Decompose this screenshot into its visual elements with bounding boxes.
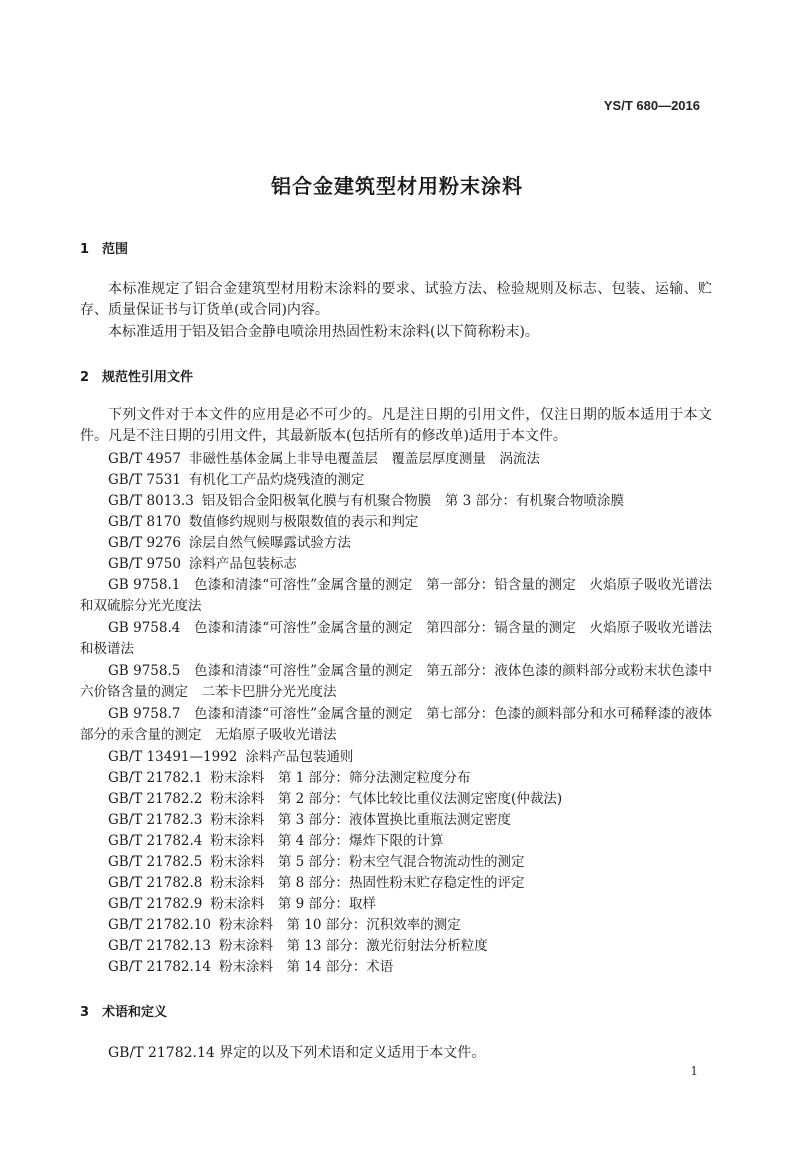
reference-item — [108, 491, 624, 511]
reference-title: 涂层自然气候曝露试验方法 — [188, 535, 351, 551]
reference-code: GB/T 13491—1992 — [108, 749, 238, 765]
reference-title: 非磁性基体金属上非导电覆盖层 覆盖层厚度测量 涡流法 — [188, 451, 540, 467]
reference-title: 粉末涂料 第 10 部分：沉积效率的测定 — [218, 917, 461, 933]
reference-item — [108, 554, 297, 574]
standard-code: YS/T 680—2016 — [603, 98, 700, 113]
section-number: 2 — [80, 370, 90, 385]
reference-item — [108, 512, 418, 532]
reference-item — [108, 768, 471, 788]
reference-code: GB/T 21782.10 — [108, 917, 211, 933]
reference-title: 粉末涂料 第 1 部分：筛分法测定粒度分布 — [210, 770, 471, 786]
reference-item — [108, 831, 444, 851]
reference-item — [108, 957, 393, 977]
section-1-heading — [80, 238, 128, 257]
reference-item — [80, 575, 712, 617]
reference-title: 粉末涂料 第 9 部分：取样 — [210, 896, 377, 912]
section-3-heading — [80, 1001, 167, 1020]
reference-item — [108, 810, 511, 830]
reference-code: GB/T 21782.14 — [108, 959, 211, 975]
section-title: 规范性引用文件 — [102, 370, 194, 385]
reference-code: GB/T 21782.3 — [108, 812, 203, 828]
reference-code: GB/T 21782.2 — [108, 791, 203, 807]
reference-code: GB/T 4957 — [108, 451, 181, 467]
reference-code: GB/T 9750 — [108, 556, 181, 572]
section-2-heading — [80, 366, 193, 385]
reference-code: GB/T 7531 — [108, 472, 181, 488]
section-3-paragraph-1: GB/T 21782.14 界定的以及下列术语和定义适用于本文件。 — [108, 1045, 486, 1061]
reference-title: 有机化工产品灼烧残渣的测定 — [188, 472, 365, 488]
reference-code: GB 9758.1 — [108, 577, 181, 593]
reference-code: GB/T 21782.9 — [108, 896, 203, 912]
section-1-paragraph-1: 本标准规定了铝合金建筑型材用粉末涂料的要求、试验方法、检验规则及标志、包装、运输、贮存、质量保证书与订货单(或合同)内容。 — [80, 281, 712, 318]
reference-item — [80, 704, 712, 746]
reference-item — [108, 852, 525, 872]
reference-title: 涂料产品包装通则 — [245, 749, 354, 765]
reference-code: GB/T 21782.8 — [108, 875, 203, 891]
reference-code: GB/T 21782.13 — [108, 938, 211, 954]
reference-code: GB 9758.5 — [108, 663, 181, 679]
reference-title: 粉末涂料 第 13 部分：激光衍射法分析粒度 — [218, 938, 488, 954]
reference-item — [108, 894, 376, 914]
section-2-intro: 下列文件对于本文件的应用是必不可少的。凡是注日期的引用文件，仅注日期的版本适用于本文件。凡是不注日期的引用文件，其最新版本(包括所有的修改单)适用于本文件。 — [80, 407, 712, 444]
reference-title: 粉末涂料 第 4 部分：爆炸下限的计算 — [210, 833, 444, 849]
reference-item — [108, 789, 562, 809]
section-title: 术语和定义 — [102, 1005, 168, 1020]
reference-item — [108, 936, 488, 956]
reference-title: 色漆和清漆“可溶性”金属含量的测定 第七部分：色漆的颜料部分和水可稀释漆的液体部分的汞含量的测定 无焰原子吸收光谱法 — [80, 706, 713, 743]
reference-item — [108, 470, 364, 490]
reference-item — [108, 915, 461, 935]
reference-item — [108, 873, 525, 893]
reference-code: GB 9758.7 — [108, 706, 181, 722]
reference-title: 粉末涂料 第 8 部分：热固性粉末贮存稳定性的评定 — [210, 875, 525, 891]
reference-title: 粉末涂料 第 2 部分：气体比较比重仪法测定密度(仲裁法) — [210, 791, 563, 807]
section-title: 范围 — [102, 242, 129, 257]
reference-code: GB 9758.4 — [108, 620, 181, 636]
reference-title: 粉末涂料 第 3 部分：液体置换比重瓶法测定密度 — [210, 812, 512, 828]
reference-code: GB/T 9276 — [108, 535, 181, 551]
section-1-paragraph-2: 本标准适用于铝及铝合金静电喷涂用热固性粉末涂料(以下简称粉末)。 — [108, 324, 539, 340]
reference-item — [108, 747, 353, 767]
reference-title: 色漆和清漆“可溶性”金属含量的测定 第五部分：液体色漆的颜料部分或粉末状色漆中六价铬含量的测定 二苯卡巴肼分光光度法 — [80, 663, 713, 700]
reference-item — [80, 618, 712, 660]
section-number: 3 — [80, 1005, 90, 1020]
reference-title: 粉末涂料 第 14 部分：术语 — [218, 959, 394, 975]
document-title: 铝合金建筑型材用粉末涂料 — [271, 174, 523, 198]
reference-title: 粉末涂料 第 5 部分：粉末空气混合物流动性的测定 — [210, 854, 525, 870]
reference-code: GB/T 21782.5 — [108, 854, 203, 870]
reference-code: GB/T 21782.1 — [108, 770, 203, 786]
reference-item — [108, 449, 540, 469]
section-number: 1 — [80, 242, 90, 257]
reference-title: 色漆和清漆“可溶性”金属含量的测定 第一部分：铅含量的测定 火焰原子吸收光谱法和双硫腙分光光度法 — [80, 577, 713, 614]
reference-code: GB/T 8013.3 — [108, 493, 194, 509]
reference-title: 色漆和清漆“可溶性”金属含量的测定 第四部分：镉含量的测定 火焰原子吸收光谱法和极谱法 — [80, 620, 713, 657]
reference-code: GB/T 8170 — [108, 514, 181, 530]
reference-title: 数值修约规则与极限数值的表示和判定 — [188, 514, 419, 530]
reference-code: GB/T 21782.4 — [108, 833, 203, 849]
reference-item — [108, 533, 351, 553]
page-number: 1 — [690, 1064, 698, 1078]
reference-title: 涂料产品包装标志 — [188, 556, 297, 572]
reference-title: 铝及铝合金阳极氧化膜与有机聚合物膜 第 3 部分：有机聚合物喷涂膜 — [201, 493, 624, 509]
reference-item — [80, 661, 712, 703]
